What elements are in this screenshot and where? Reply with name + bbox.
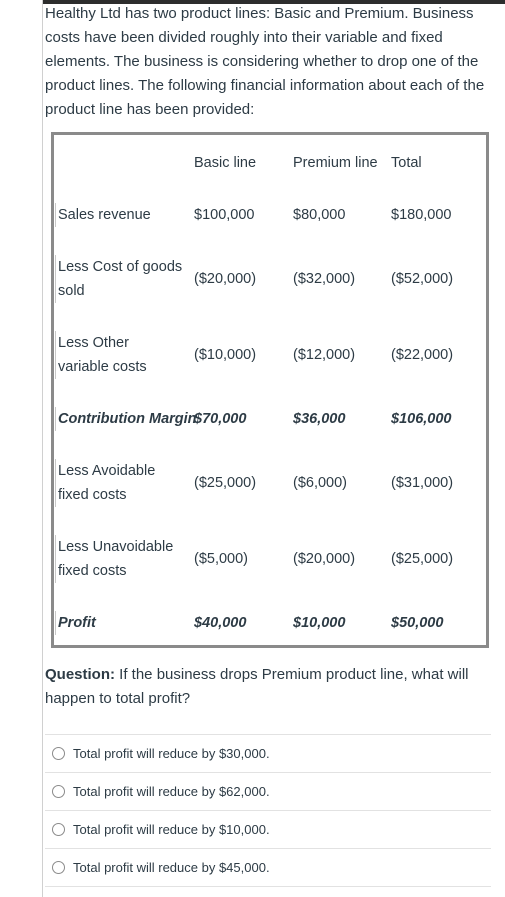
row-label-profit: Profit (55, 611, 193, 635)
question-text (45, 663, 495, 711)
cell-unavoid-total: ($25,000) (391, 551, 454, 567)
row-label-unavoidable: Less Unavoidable fixed costs (55, 535, 188, 583)
left-border (42, 0, 43, 897)
cell-avoid-basic: ($25,000) (194, 475, 257, 491)
cell-othervar-basic: ($10,000) (194, 347, 257, 363)
answer-option-1[interactable] (45, 734, 491, 772)
answer-option-label[interactable]: Total profit will reduce by $10,000. (73, 822, 270, 837)
answer-option-2[interactable] (45, 772, 491, 810)
cell-cm-total: $106,000 (391, 411, 452, 427)
answer-option-label[interactable]: Total profit will reduce by $30,000. (73, 746, 270, 761)
cell-cogs-total: ($52,000) (391, 271, 454, 287)
question-label: Question: (45, 666, 115, 683)
header-premium: Premium line (293, 155, 378, 171)
cell-sales-basic: $100,000 (194, 207, 255, 223)
answer-option-4[interactable] (45, 848, 491, 887)
cell-cogs-premium: ($32,000) (293, 271, 356, 287)
cell-cogs-basic: ($20,000) (194, 271, 257, 287)
row-label-contribution: Contribution Margin (55, 407, 198, 431)
cell-othervar-premium: ($12,000) (293, 347, 356, 363)
cell-avoid-premium: ($6,000) (293, 475, 348, 491)
question-body: If the business drops Premium product line, what will happen to total profit? (45, 666, 469, 707)
row-label-avoidable: Less Avoidable fixed costs (55, 459, 168, 507)
answer-option-label[interactable]: Total profit will reduce by $62,000. (73, 784, 270, 799)
radio-button-icon[interactable] (52, 823, 65, 836)
cell-profit-total: $50,000 (391, 615, 444, 631)
row-label-other-variable: Less Other variable costs (55, 331, 168, 379)
answer-options (45, 734, 491, 887)
intro-text: Healthy Ltd has two product lines: Basic and Premium. Business costs have been divided roughly into their variable and fixed elements. The business is considering whether to drop one of the product lines. The following financial information about each of the product line has been provided: (45, 5, 485, 118)
cell-sales-total: $180,000 (391, 207, 452, 223)
cell-cm-basic: $70,000 (194, 411, 247, 427)
radio-button-icon[interactable] (52, 861, 65, 874)
answer-option-3[interactable] (45, 810, 491, 848)
cell-sales-premium: $80,000 (293, 207, 346, 223)
cell-profit-basic: $40,000 (194, 615, 247, 631)
radio-button-icon[interactable] (52, 747, 65, 760)
cell-unavoid-basic: ($5,000) (194, 551, 249, 567)
cell-othervar-total: ($22,000) (391, 347, 454, 363)
radio-button-icon[interactable] (52, 785, 65, 798)
cell-avoid-total: ($31,000) (391, 475, 454, 491)
row-label-sales: Sales revenue (55, 203, 193, 227)
financial-table (51, 132, 489, 648)
answer-option-label[interactable]: Total profit will reduce by $45,000. (73, 860, 270, 875)
cell-profit-premium: $10,000 (293, 615, 346, 631)
header-total: Total (391, 155, 422, 171)
header-basic: Basic line (194, 155, 257, 171)
cell-cm-premium: $36,000 (293, 411, 346, 427)
cell-unavoid-premium: ($20,000) (293, 551, 356, 567)
row-label-cogs: Less Cost of goods sold (55, 255, 193, 303)
